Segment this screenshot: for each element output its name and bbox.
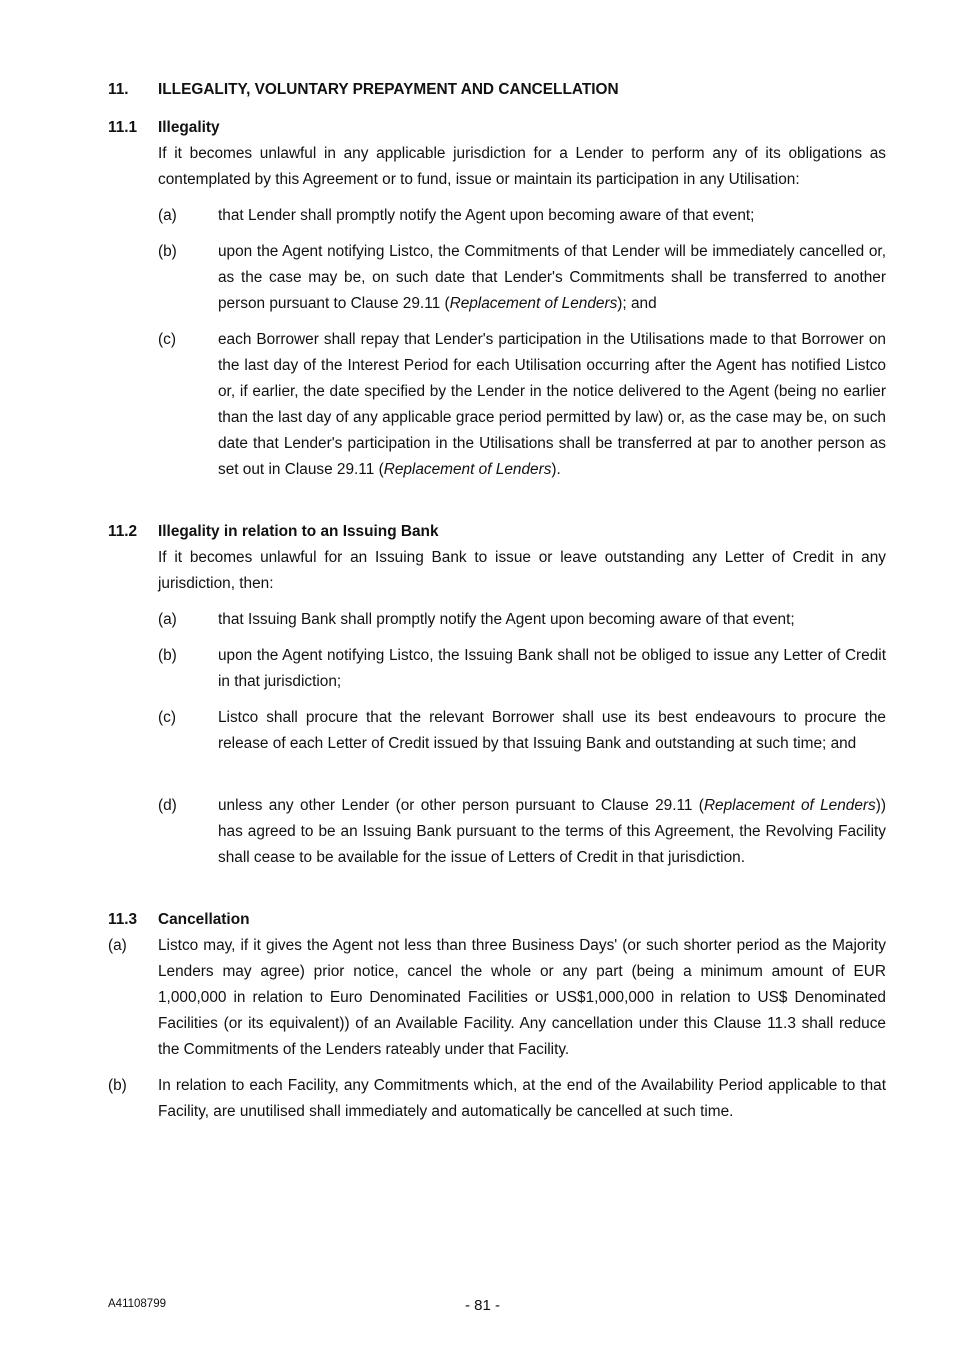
item-label: (b): [158, 647, 177, 664]
clause-title: Cancellation: [158, 911, 250, 928]
list-item: [158, 643, 886, 695]
item-text: Listco shall procure that the relevant Borrower shall use its best endeavours to procure the release of each Letter of Credit issued by that Issuing Bank and outstanding at such time; and: [218, 709, 886, 752]
section-number: 11.: [108, 81, 129, 98]
item-text: Listco may, if it gives the Agent not less than three Business Days' (or such shorter period as the Majority Lenders may agree) prior notice, cancel the whole or any part (being a minimum amount of EUR 1,000,000 in relation to Euro Denominated Facilities or US$1,000,000 in relation to US$ Denominated Facilities (or its equivalent)) of an Available Facility. Any cancellation under this Clause 11.3 shall reduce the Commitments of the Lenders rateably under that Facility.: [158, 937, 886, 1058]
list-item: [158, 793, 886, 897]
item-label: (a): [108, 937, 127, 954]
item-text: In relation to each Facility, any Commitments which, at the end of the Availability Period applicable to that Facility, are unutilised shall immediately and automatically be cancelled at such time.: [158, 1077, 886, 1120]
list-item: [158, 705, 886, 783]
item-text: upon the Agent notifying Listco, the Commitments of that Lender will be immediately cancelled or, as the case may be, on such date that Lender's Commitments shall be transferred to another person pursuant to Clause 29.11 (Replacement of Lenders); and: [218, 243, 886, 312]
clause-number: 11.1: [108, 119, 138, 136]
item-label: (c): [158, 709, 176, 726]
item-text: that Lender shall promptly notify the Agent upon becoming aware of that event;: [218, 207, 755, 224]
list-item: [158, 327, 886, 509]
item-text: unless any other Lender (or other person pursuant to Clause 29.11 (Replacement of Lenders)) has agreed to be an Issuing Bank pursuant to the terms of this Agreement, the Revolving Facility shall cease to be available for the issue of Letters of Credit in that jurisdiction.: [218, 797, 886, 866]
clause-11-1-intro: If it becomes unlawful in any applicable jurisdiction for a Lender to perform any of its obligations as contemplated by this Agreement or to fund, issue or maintain its participation in any Utilisation:: [158, 145, 886, 188]
item-label: (b): [108, 1077, 127, 1094]
list-item: [158, 203, 886, 229]
cross-reference: Replacement of Lenders: [703, 797, 876, 814]
item-text: each Borrower shall repay that Lender's participation in the Utilisations made to that Borrower on the last day of the Interest Period for each Utilisation occurring after the Agent has notified Listco or, if earlier, the date specified by the Lender in the notice delivered to the Agent (being no earlier than the last day of any applicable grace period permitted by law) or, as the case may be, on such date that Lender's participation in the Utilisations shall be transferred at par to another person as set out in Clause 29.11 (Replacement of Lenders).: [218, 331, 886, 478]
clause-11-2-intro: If it becomes unlawful for an Issuing Bank to issue or leave outstanding any Letter of Credit in any jurisdiction, then:: [158, 549, 886, 592]
cross-reference: Replacement of Lenders: [449, 295, 618, 312]
clause-number: 11.3: [108, 911, 138, 928]
item-label: (c): [158, 331, 176, 348]
item-label: (b): [158, 243, 177, 260]
item-text: upon the Agent notifying Listco, the Issuing Bank shall not be obliged to issue any Letter of Credit in that jurisdiction;: [218, 647, 886, 690]
list-item: [108, 933, 886, 1063]
clause-title: Illegality in relation to an Issuing Bank: [158, 523, 439, 540]
clause-title: Illegality: [158, 119, 220, 136]
section-title: ILLEGALITY, VOLUNTARY PREPAYMENT AND CANCELLATION: [158, 81, 619, 98]
list-item: [108, 1073, 886, 1125]
page-number: - 81 -: [464, 1297, 500, 1314]
list-item: [158, 239, 886, 317]
clause-number: 11.2: [108, 523, 138, 540]
item-label: (a): [158, 611, 177, 628]
cross-reference: Replacement of Lenders: [383, 461, 552, 478]
document-reference: A41108799: [108, 1298, 166, 1310]
item-label: (d): [158, 797, 177, 814]
item-label: (a): [158, 207, 177, 224]
item-text: that Issuing Bank shall promptly notify the Agent upon becoming aware of that event;: [218, 611, 795, 628]
list-item: [158, 607, 886, 633]
